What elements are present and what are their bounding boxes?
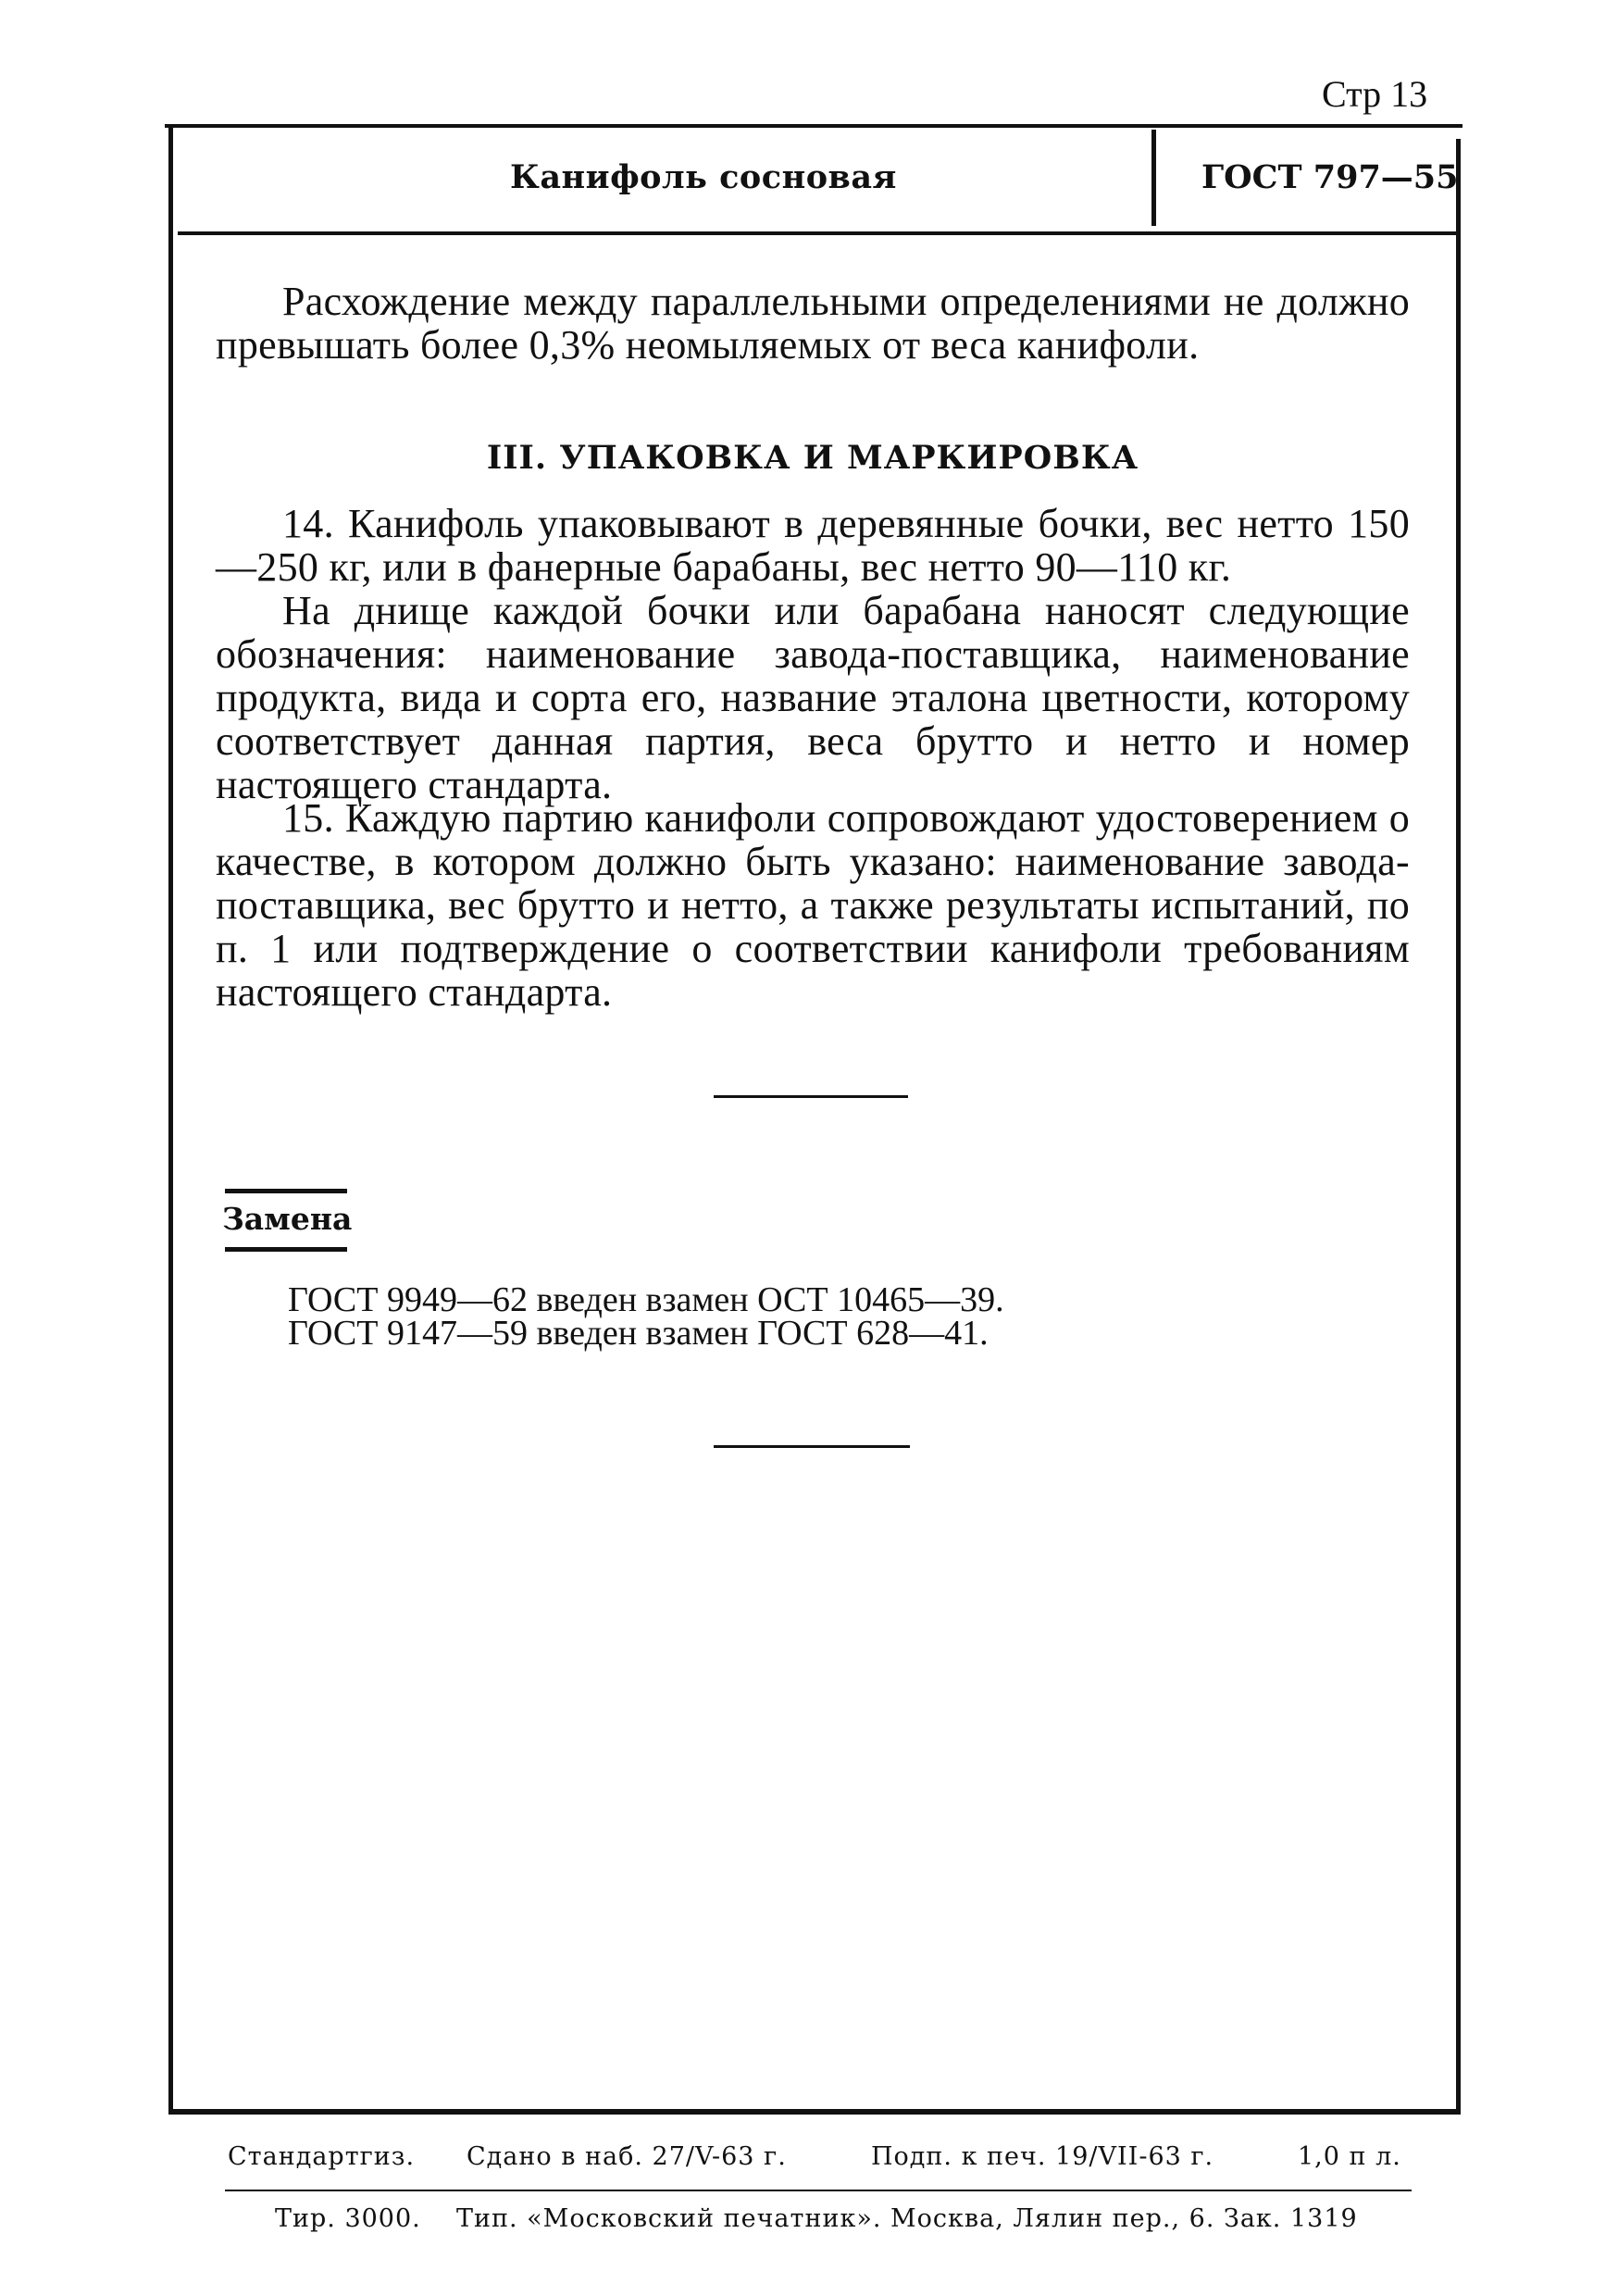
replacement-line: ГОСТ 9949—62 введен взамен ОСТ 10465—39. <box>288 1280 1004 1319</box>
section-title: III. УПАКОВКА И МАРКИРОВКА <box>486 439 1139 477</box>
imprint-printer: Тип. «Московский печатник». Москва, Лялин пер., 6. Зак. 1319 <box>456 2204 1358 2233</box>
page-number: Стр 13 <box>1322 73 1428 115</box>
header-divider <box>1151 130 1156 226</box>
frame-top-border <box>165 124 1462 128</box>
replacement-line: ГОСТ 9147—59 введен взамен ГОСТ 628—41. <box>288 1314 989 1353</box>
imprint-publisher: Стандартгиз. <box>228 2142 416 2171</box>
paragraph-14: 14. Канифоль упаковывают в деревянные бочки, вес нетто 150—250 кг, или в фанерные барабаны, вес нетто 90—110 кг. <box>216 501 1410 590</box>
paragraph-intro: Расхождение между параллельными определениями не должно превышать более 0,3% неомыляемых от веса канифоли. <box>216 279 1410 368</box>
paragraph-15: 15. Каждую партию канифоли сопровождают удостоверением о качестве, в котором должно быть указано: наименование завода-поставщика, вес брутто и нетто, а также результаты испытаний, по п. 1 или подтверждение о соответствии канифоли требованиям настоящего стандарта. <box>216 795 1410 1015</box>
frame-right-border <box>1456 139 1461 2109</box>
frame-bottom-border <box>168 2109 1461 2115</box>
header-standard-number: ГОСТ 797—55 <box>1201 158 1459 196</box>
paragraph-14-marking: На днище каждой бочки или барабана наносят следующие обозначения: наименование завода-поставщика, наименование продукта, вида и сорта его, название эталона цветности, которому соответствует данная партия, веса брутто и нетто и номер настоящего стандарта. <box>216 588 1410 807</box>
replacement-rule-bottom <box>225 1247 347 1252</box>
header-rule <box>178 231 1456 235</box>
separator-line <box>714 1095 908 1098</box>
imprint-sheets: 1,0 п л. <box>1298 2142 1401 2171</box>
imprint-submitted: Сдано в наб. 27/V-63 г. <box>467 2142 787 2171</box>
separator-line <box>714 1445 910 1448</box>
imprint-signed: Подп. к печ. 19/VII-63 г. <box>871 2142 1214 2171</box>
imprint-rule <box>225 2190 1412 2191</box>
imprint-run: Тир. 3000. <box>275 2204 421 2233</box>
header-title: Канифоль сосновая <box>510 158 897 196</box>
frame-left-border <box>168 128 173 2109</box>
replacement-rule-top <box>225 1189 347 1193</box>
replacement-label: Замена <box>222 1201 353 1237</box>
